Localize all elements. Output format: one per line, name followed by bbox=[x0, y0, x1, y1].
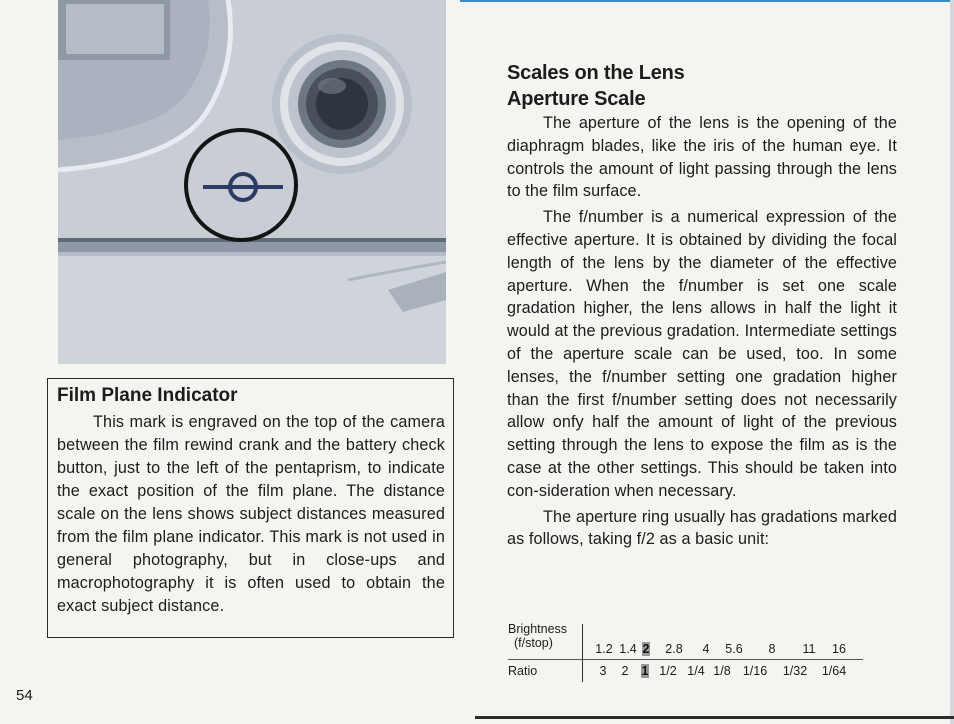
fstop-cell: 1.2 bbox=[595, 642, 613, 656]
subsection-heading: Aperture Scale bbox=[507, 88, 646, 110]
table-horizontal-divider bbox=[508, 659, 863, 660]
fstop-cell: 11 bbox=[802, 642, 816, 656]
ratio-cell: 1/32 bbox=[782, 664, 808, 678]
ratio-cell: 1/2 bbox=[659, 664, 677, 678]
ratio-cell: 1/64 bbox=[821, 664, 847, 678]
fstop-cell: 16 bbox=[832, 642, 846, 656]
aperture-paragraph-2: The f/number is a numerical expression of the effective aperture. It is obtained by dividing the focal length of the lens by the diameter of the effective aperture. When the f/number is set one scale gradation higher, the lens allows in half the light it would at the previous gradation. Intermediate settings of the aperture scale can be used, too. In some lenses, the f/number setting one gradation higher than the first f/number setting does not necessarily allow onfy half the amount of light of the previous setting through the lens to expose the film as is the case at the other settings. This should be taken into con-sideration when necessary. bbox=[507, 208, 897, 500]
fstop-highlight-value: 2 bbox=[642, 642, 650, 656]
section-heading: Scales on the Lens bbox=[507, 62, 685, 84]
camera-illustration bbox=[58, 0, 446, 364]
brightness-label: Brightness bbox=[508, 622, 568, 636]
ratio-cell: 1/8 bbox=[713, 664, 731, 678]
film-plane-caption-box bbox=[47, 378, 454, 638]
aperture-paragraph-3: The aperture ring usually has gradations marked as follows, taking f/2 as a basic unit: bbox=[507, 507, 897, 549]
aperture-paragraph-1: The aperture of the lens is the opening of the diaphragm blades, like the iris of the human eye. It controls the amount of light passing through the lens to the film surface. bbox=[507, 114, 897, 201]
ratio-cell: 1/4 bbox=[687, 664, 705, 678]
camera-photo bbox=[58, 0, 446, 364]
ratio-label: Ratio bbox=[508, 664, 538, 678]
ratio-cell: 2 bbox=[621, 664, 629, 678]
fstop-cell: 2.8 bbox=[665, 642, 683, 656]
ratio-highlight-value: 1 bbox=[641, 664, 649, 678]
fstop-cell: 5.6 bbox=[725, 642, 743, 656]
ratio-cell: 1/16 bbox=[742, 664, 768, 678]
fstop-label: (f/stop) bbox=[514, 636, 553, 650]
film-plane-text: This mark is engraved on the top of the camera between the film rewind crank and the battery check button, just to the left of the pentaprism, to indicate the exact position of the film plane. The distance scale on the lens shows subject distances measured from the film plane indicator. This mark is not used in general photography, but in close-ups and macrophotography it is often used to obtain the exact subject distance. bbox=[57, 413, 445, 615]
ratio-cell: 3 bbox=[599, 664, 607, 678]
top-edge-line bbox=[460, 0, 954, 2]
fstop-cell: 4 bbox=[702, 642, 710, 656]
right-column bbox=[507, 60, 897, 551]
fstop-cell: 1.4 bbox=[619, 642, 637, 656]
fstop-cell: 8 bbox=[768, 642, 776, 656]
aperture-table bbox=[508, 622, 868, 682]
page-number: 54 bbox=[16, 687, 33, 704]
film-plane-title: Film Plane Indicator bbox=[57, 385, 238, 406]
bottom-edge-line bbox=[475, 716, 954, 719]
page-edge bbox=[950, 0, 954, 724]
